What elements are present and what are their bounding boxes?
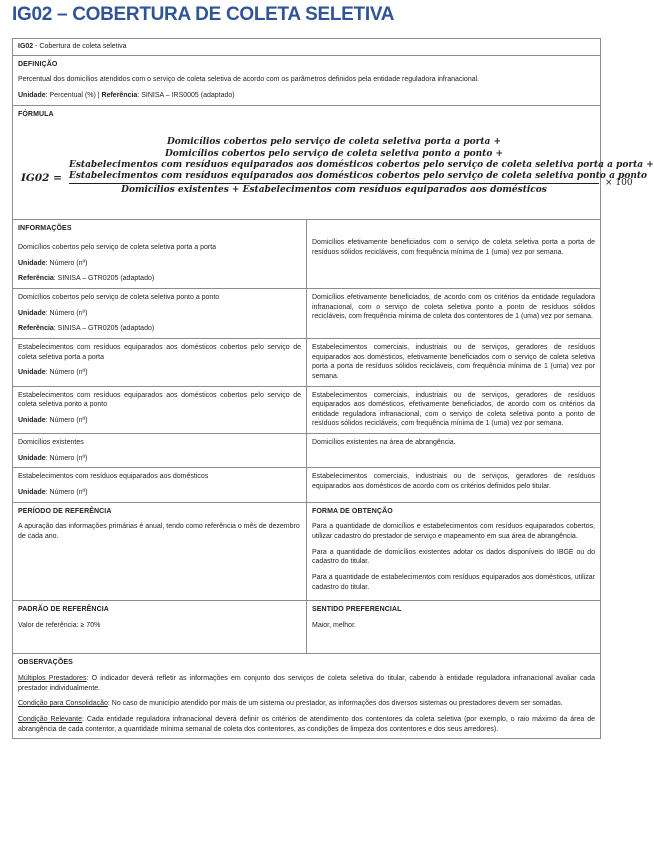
info-variable-name: Estabelecimentos com resíduos equiparados aos domésticos — [18, 473, 209, 481]
unit-label: Unidade — [18, 489, 46, 497]
page-title: IG02 – COBERTURA DE COLETA SELETIVA — [12, 4, 395, 25]
header-row — [13, 39, 601, 56]
info-variable-description: Estabelecimentos comerciais, industriais ou de serviços, geradores de resíduos equiparados aos domésticos de acordo com os critérios definidos pelo titular. — [312, 473, 595, 491]
observations-row — [13, 654, 601, 739]
unit-label: Unidade — [18, 369, 46, 377]
info-variable-description: Estabelecimentos comerciais, industriais ou de serviços, geradores de resíduos equiparados aos domésticos, efetivamente beneficiados, de acordo com os critérios da entidade reguladora infranacional, com o serviço de coleta seletiva ponto a ponto de resíduos sólidos recicláveis, com frequência mínima de 1 (uma) vez por semana. — [312, 391, 595, 428]
info-variable-description: Estabelecimentos comerciais, industriais ou de serviços, geradores de resíduos equiparados aos domésticos, efetivamente beneficiados com o serviço de coleta seletiva porta a porta de resíduos sólidos recicláveis, com frequência mínima de 1 (uma) vez por semana. — [312, 343, 595, 380]
formula-heading-row — [13, 105, 601, 119]
info-row-4 — [13, 386, 601, 434]
method-paragraph: Para a quantidade de estabelecimentos com resíduos equiparados aos domésticos, utilizar cadastro do titular. — [312, 574, 595, 591]
info-row-6 — [13, 468, 601, 502]
info-variable-reference — [18, 274, 301, 284]
info-row-5 — [13, 434, 601, 468]
numerator-line: Domicílios cobertos pelo serviço de coleta seletiva ponto a ponto + — [164, 148, 504, 159]
direction-heading: SENTIDO PREFERENCIAL — [312, 606, 402, 614]
definition-row — [13, 55, 601, 105]
observation-multiple-providers — [18, 674, 595, 693]
standard-direction-row — [13, 601, 601, 654]
formula-heading: FÓRMULA — [18, 110, 54, 118]
reference-label: Referência — [18, 275, 54, 283]
info-variable-reference — [18, 324, 301, 334]
observation-title: Condição Relevante — [18, 715, 83, 723]
info-variable-unit — [18, 488, 301, 498]
numerator-line: Estabelecimentos com resíduos equiparados aos domésticos cobertos pelo serviço de coleta seletiva ponto a ponto — [69, 171, 648, 182]
info-variable-name: Domicílios cobertos pelo serviço de coleta seletiva ponto a ponto — [18, 293, 220, 301]
info-variable-name: Domicílios existentes — [18, 439, 84, 447]
formula-multiplier: × 100 — [605, 178, 633, 189]
unit-label: Unidade — [18, 91, 46, 99]
reference-label: Referência — [18, 325, 54, 333]
reference-value: : SINISA – GTR0205 (adaptado) — [53, 325, 155, 333]
method-paragraph: Para a quantidade de domicílios existentes adotar os dados disponíveis do IBGE ou do cadastro do titular. — [312, 548, 595, 566]
numerator-line: Domicílios cobertos pelo serviço de coleta seletiva porta a porta + — [166, 137, 502, 148]
unit-label: Unidade — [18, 454, 46, 462]
period-heading: PERÍODO DE REFERÊNCIA — [18, 507, 112, 515]
unit-value: : Número (nº) — [45, 309, 88, 317]
formula-row — [13, 119, 601, 220]
denominator-line: Domicílios existentes + Estabelecimentos com resíduos equiparados aos domésticos — [121, 185, 547, 196]
info-variable-unit — [18, 259, 301, 269]
unit-value: : Número (nº) — [45, 416, 88, 424]
info-variable-unit — [18, 416, 301, 426]
observation-text: : O indicador deverá refletir as informações em conjunto dos serviços de coleta seletiva do titular, cabendo à entidade reguladora infranacional avaliar cada prestador individualmente. — [18, 675, 595, 692]
observation-title: Múltiplos Prestadores — [18, 675, 87, 682]
info-variable-unit — [18, 309, 301, 319]
observation-text: : No caso de município atendido por mais de um sistema ou prestador, as informações dos diversos sistemas ou prestadores devem ser somadas. — [107, 700, 563, 708]
indicator-code: IG02 — [18, 43, 34, 50]
numerator-line: Estabelecimentos com resíduos equiparados aos domésticos cobertos pelo serviço de coleta seletiva porta a porta + — [69, 159, 654, 170]
standard-heading: PADRÃO DE REFERÊNCIA — [18, 606, 109, 614]
info-variable-description: Domicílios efetivamente beneficiados, de acordo com os critérios da entidade reguladora infranacional, com o serviço de coleta seletiva ponto a ponto de resíduos sólidos recicláveis, com frequência mínima de coleta dos contentores de 1 (uma) vez por semana. — [312, 293, 595, 321]
info-variable-name: Estabelecimentos com resíduos equiparados aos domésticos cobertos pelo serviço de coleta seletiva porta a porta — [18, 343, 301, 361]
indicator-name: - Cobertura de coleta seletiva — [33, 43, 127, 50]
method-paragraph: Para a quantidade de domicílios e estabelecimentos com resíduos equiparados cobertos, utilizar cadastro do prestador de serviço e mapeamento em sua área de abrangência. — [312, 523, 595, 541]
observation-title: Condição para Consolidação — [18, 700, 108, 708]
info-row-1 — [13, 220, 601, 289]
unit-value: : Número (nº) — [45, 369, 88, 377]
info-row-3 — [13, 338, 601, 386]
reference-value: : SINISA – IRS0005 (adaptado) — [137, 91, 235, 99]
unit-value: : Percentual (%) | — [45, 91, 102, 99]
definition-heading: DEFINIÇÃO — [18, 60, 58, 68]
method-heading: FORMA DE OBTENÇÃO — [312, 507, 393, 515]
unit-label: Unidade — [18, 309, 46, 317]
observation-consolidation — [18, 699, 595, 709]
formula-lhs: IG02 = — [21, 172, 62, 185]
definition-text: Percentual dos domicílios atendidos com o serviço de coleta seletiva de acordo com os parâmetros definidos pela entidade reguladora infranacional. — [18, 76, 480, 84]
standard-text: Valor de referência: ≥ 70% — [18, 622, 101, 629]
indicator-sheet — [12, 38, 654, 739]
reference-label: Referência — [101, 91, 138, 99]
info-heading: INFORMAÇÕES — [18, 225, 72, 233]
info-variable-name: Domicílios cobertos pelo serviço de coleta seletiva porta a porta — [18, 243, 217, 251]
direction-text: Maior, melhor. — [312, 622, 356, 629]
info-variable-unit — [18, 368, 301, 378]
reference-value: : SINISA – GTR0205 (adaptado) — [53, 275, 155, 283]
observation-text: : Cada entidade reguladora infranacional deverá definir os critérios de atendimento dos contentores da coleta seletiva (por exemplo, o raio máximo da área de abrangência de cada contentor, a quantidade mínima semanal de coleta dos contentores, as condições de limpeza dos contentores e dos seus arredores). — [18, 715, 595, 733]
info-variable-unit — [18, 454, 301, 464]
formula-expression — [21, 137, 654, 217]
info-variable-name: Estabelecimentos com resíduos equiparados aos domésticos cobertos pelo serviço de coleta seletiva ponto a ponto — [18, 391, 301, 409]
unit-value: : Número (nº) — [45, 489, 88, 497]
observation-relevant-condition — [18, 715, 595, 734]
unit-label: Unidade — [18, 259, 46, 267]
definition-unit — [18, 91, 595, 101]
period-text: A apuração das informações primárias é anual, tendo como referência o mês de dezembro de cada ano. — [18, 523, 300, 541]
unit-label: Unidade — [18, 416, 46, 424]
info-row-2 — [13, 288, 601, 338]
period-method-row — [13, 502, 601, 601]
info-variable-description: Domicílios existentes na área de abrangência. — [312, 439, 456, 447]
unit-value: : Número (nº) — [45, 259, 88, 267]
info-variable-description: Domicílios efetivamente beneficiados com o serviço de coleta seletiva porta a porta de resíduos sólidos recicláveis, com frequência mínima de 1 (uma) vez por semana. — [312, 239, 595, 256]
observations-heading: OBSERVAÇÕES — [18, 659, 73, 667]
unit-value: : Número (nº) — [45, 454, 88, 462]
